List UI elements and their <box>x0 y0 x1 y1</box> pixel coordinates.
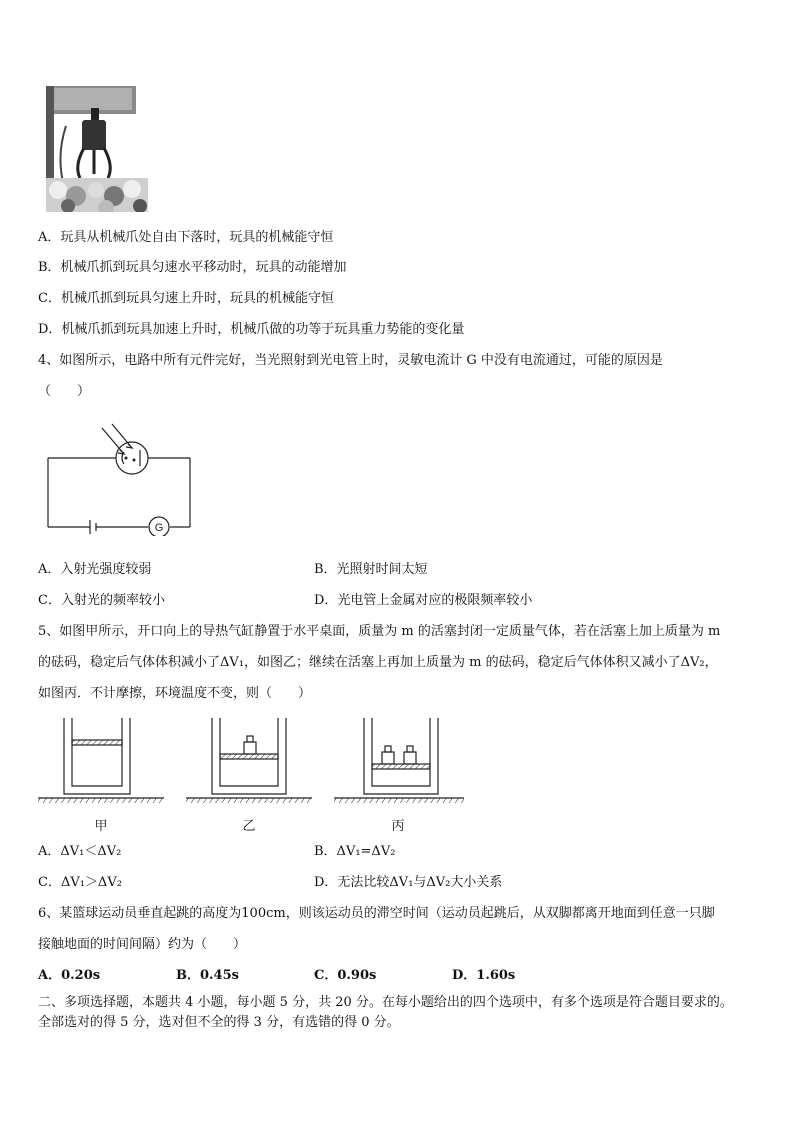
q6-option-c: C．0.90s <box>314 968 377 983</box>
q5-option-c: C．ΔV₁＞ΔV₂ <box>38 875 122 890</box>
q3-option-d: D．机械爪抓到玩具加速上升时，机械爪做的功等于玩具重力势能的变化量 <box>38 322 465 337</box>
q5-option-a: A．ΔV₁＜ΔV₂ <box>38 844 122 859</box>
q6-option-d: D．1.60s <box>452 968 516 983</box>
q5-option-b: B．ΔV₁=ΔV₂ <box>314 844 396 859</box>
q3-option-b: B．机械爪抓到玩具匀速水平移动时，玩具的动能增加 <box>38 260 347 275</box>
cylinder-diagram-bing <box>334 714 464 806</box>
caption-bing: 丙 <box>391 819 405 834</box>
photoelectric-circuit-diagram <box>44 420 196 536</box>
caption-jia: 甲 <box>94 819 108 834</box>
q5-stem-line3: 如图丙．不计摩擦，环境温度不变，则（ ） <box>38 686 312 701</box>
q4-option-a: A．入射光强度较弱 <box>38 562 152 577</box>
q4-stem: 4、如图所示，电路中所有元件完好，当光照射到光电管上时，灵敏电流计 G 中没有电流通过，可能的原因是 <box>38 353 663 368</box>
q5-option-d: D．无法比较ΔV₁与ΔV₂大小关系 <box>314 875 503 890</box>
q4-option-b: B．光照射时间太短 <box>314 562 428 577</box>
q6-option-a: A．0.20s <box>38 968 101 983</box>
caption-yi: 乙 <box>242 819 256 834</box>
q5-stem-line1: 5、如图甲所示，开口向上的导热气缸静置于水平桌面，质量为 m 的活塞封闭一定质量气体，若在活塞上加上质量为 m <box>38 624 721 639</box>
q4-paren: （ ） <box>38 384 91 399</box>
q3-option-a: A．玩具从机械爪处自由下落时，玩具的机械能守恒 <box>38 230 334 245</box>
section2-instructions-line1: 二、多项选择题，本题共 4 小题，每小题 5 分，共 20 分。在每小题给出的四个选项中，有多个选项是符合题目要求的。 <box>38 995 733 1010</box>
section2-instructions-line2: 全部选对的得 5 分，选对但不全的得 3 分，有选错的得 0 分。 <box>38 1015 400 1030</box>
q6-stem-line2: 接触地面的时间间隔）约为（ ） <box>38 937 247 952</box>
galvanometer-label: G <box>154 522 164 534</box>
q4-option-c: C．入射光的频率较小 <box>38 593 165 608</box>
q6-stem-line1: 6、某篮球运动员垂直起跳的高度为100cm，则该运动员的滞空时间（运动员起跳后，从双脚都离开地面到任意一只脚 <box>38 906 715 921</box>
q3-option-c: C．机械爪抓到玩具匀速上升时，玩具的机械能守恒 <box>38 291 334 306</box>
q6-option-b: B．0.45s <box>176 968 239 983</box>
claw-machine-photo <box>46 86 148 212</box>
q5-stem-line2: 的砝码，稳定后气体体积减小了ΔV₁，如图乙；继续在活塞上再加上质量为 m 的砝码，稳定后气体体积又减小了ΔV₂， <box>38 655 718 670</box>
q4-option-d: D．光电管上金属对应的极限频率较小 <box>314 593 533 608</box>
cylinder-diagram-jia <box>38 714 164 806</box>
cylinder-diagram-yi <box>186 714 312 806</box>
